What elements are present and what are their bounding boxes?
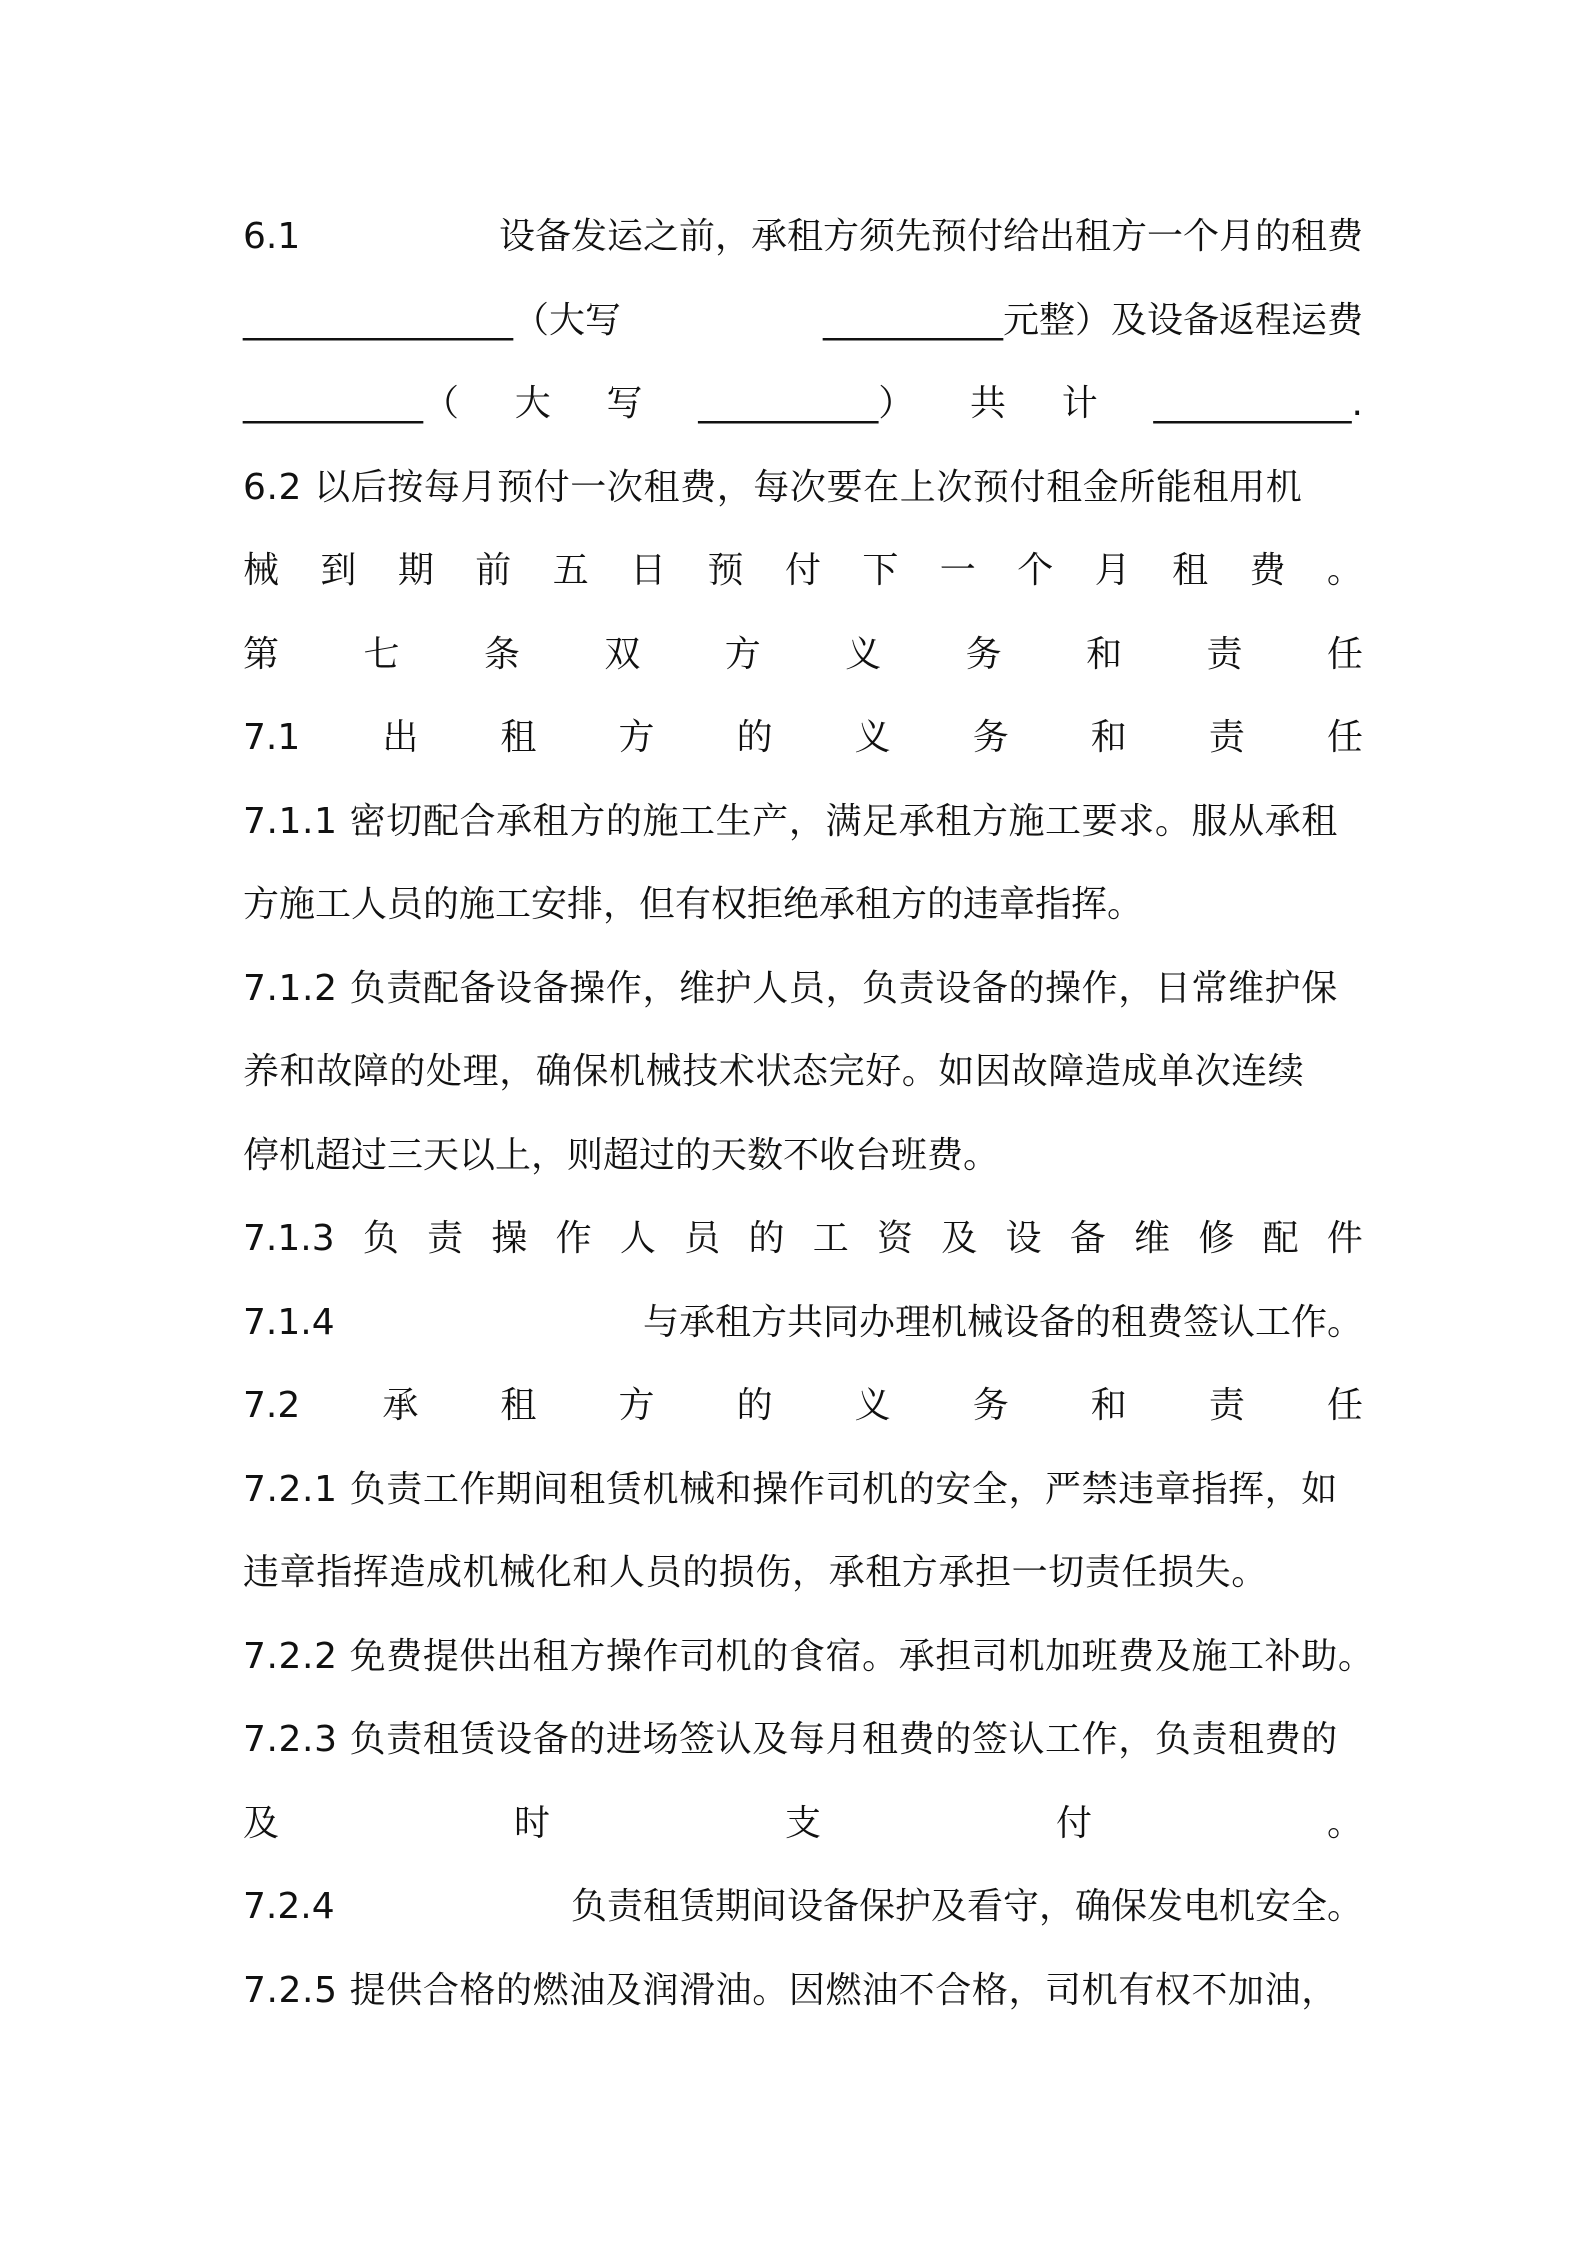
text-token: __________） (698, 383, 915, 424)
text-line (243, 613, 1363, 697)
text-token: 责 (1208, 717, 1245, 758)
text-token: 资 (876, 1218, 913, 1259)
text-line: 7.2.5 提供合格的燃油及润滑油。因燃油不合格，司机有权不加油， (243, 1969, 1338, 2011)
text-token: 任 (1326, 633, 1363, 675)
text-token: 工 (812, 1218, 849, 1259)
text-line (243, 195, 1363, 279)
text-token: 和 (1090, 717, 1127, 758)
text-token: 责 (1208, 1385, 1245, 1426)
text-token: 第 (243, 633, 280, 675)
text-token: 责 (1206, 633, 1243, 675)
text-token: 下 (862, 550, 899, 591)
text-token: 7.1.3 (243, 1218, 335, 1259)
text-token: 操 (491, 1218, 528, 1259)
text-token: 租 (500, 1385, 537, 1426)
text-token: __________元整）及设备返程运费 (822, 299, 1363, 341)
text-token: 租 (500, 717, 537, 758)
text-token: 务 (972, 1385, 1009, 1426)
text-line: 7.2.2 免费提供出租方操作司机的食宿。承担司机加班费及施工补助。 (243, 1635, 1375, 1677)
text-token: 方 (618, 717, 655, 758)
text-token: 时 (513, 1802, 550, 1844)
text-token: 与承租方共同办理机械设备的租费签认工作。 (642, 1301, 1363, 1343)
text-token: 作 (555, 1218, 592, 1259)
text-token: 七 (363, 633, 400, 675)
text-token: 月 (1094, 550, 1131, 591)
text-token: 出 (382, 717, 419, 758)
text-token: 写 (606, 383, 643, 424)
text-token: 付 (1055, 1802, 1092, 1844)
text-token: 责 (427, 1218, 464, 1259)
text-token: 义 (854, 1385, 891, 1426)
text-token: 负责租赁期间设备保护及看守，确保发电机安全。 (570, 1886, 1363, 1927)
text-token: 双 (604, 633, 641, 675)
text-token: 承 (382, 1385, 419, 1426)
text-token: 义 (854, 717, 891, 758)
text-token: 停机超过三天以上，则超过的天数不收台班费。 (243, 1134, 1000, 1176)
text-token: 务 (965, 633, 1002, 675)
text-token: 。 (1326, 1802, 1363, 1844)
text-token: _______________（大写 (243, 299, 622, 341)
text-token: 条 (483, 633, 520, 675)
text-line (243, 1281, 1363, 1365)
text-line (243, 1782, 1363, 1866)
text-line: 7.1.1 密切配合承租方的施工生产，满足承租方施工要求。服从承租 (243, 800, 1338, 842)
text-line: 违章指挥造成机械化和人员的损伤，承租方承担一切责任损失。 (243, 1552, 1268, 1593)
text-token: 期 (397, 550, 434, 591)
text-line (243, 529, 1363, 613)
text-line (243, 863, 1363, 947)
text-token: 和 (1086, 633, 1123, 675)
text-token: 的 (736, 717, 773, 758)
text-token: 。 (1326, 550, 1363, 591)
text-token: 设 (1005, 1218, 1042, 1259)
text-token: 大 (514, 383, 551, 424)
text-token: 7.2.4 (243, 1886, 335, 1927)
text-token: 务 (972, 717, 1009, 758)
text-line (243, 362, 1363, 446)
text-line: 6.2 以后按每月预付一次租费，每次要在上次预付租金所能租用机 (243, 466, 1303, 508)
text-token: 方 (724, 633, 761, 675)
text-line (243, 696, 1363, 780)
text-token: 方施工人员的施工安排，但有权拒绝承租方的违章指挥。 (243, 884, 1144, 925)
text-token: 五 (552, 550, 589, 591)
text-token: 和 (1090, 1385, 1127, 1426)
text-token: 备 (1069, 1218, 1106, 1259)
text-token: 修 (1198, 1218, 1235, 1259)
text-token: 到 (320, 550, 357, 591)
text-line: 7.2.3 负责租赁设备的进场签认及每月租费的签认工作，负责租费的 (243, 1719, 1338, 1760)
text-token: 租 (1172, 550, 1209, 591)
text-token: 计 (1061, 383, 1098, 424)
text-token: __________（ (243, 383, 460, 424)
text-line (243, 1114, 1363, 1198)
text-token: 支 (784, 1802, 821, 1844)
text-token: ___________. (1153, 383, 1363, 424)
text-token: 义 (845, 633, 882, 675)
text-token: 个 (1017, 550, 1054, 591)
text-token: 6.1 (243, 216, 301, 257)
text-token: 任 (1326, 717, 1363, 758)
text-token: 7.2 (243, 1385, 301, 1426)
text-token: 的 (736, 1385, 773, 1426)
text-token: 及 (941, 1218, 978, 1259)
text-token: 负 (362, 1218, 399, 1259)
text-token: 费 (1249, 550, 1286, 591)
text-token: 预 (707, 550, 744, 591)
text-line (243, 279, 1363, 363)
text-token: 一 (939, 550, 976, 591)
text-line: 养和故障的处理，确保机械技术状态完好。如因故障造成单次连续 (243, 1051, 1305, 1092)
text-line (243, 1197, 1363, 1281)
text-line (243, 1865, 1363, 1949)
text-token: 日 (630, 550, 667, 591)
text-token: 配 (1262, 1218, 1299, 1259)
contract-text-block (243, 195, 1375, 2032)
text-token: 及 (243, 1802, 280, 1844)
text-line: 7.2.1 负责工作期间租赁机械和操作司机的安全，严禁违章指挥，如 (243, 1468, 1338, 1510)
text-token: 前 (475, 550, 512, 591)
text-token: 的 (748, 1218, 785, 1259)
text-line: 7.1.2 负责配备设备操作，维护人员，负责设备的操作，日常维护保 (243, 967, 1338, 1009)
text-token: 人 (619, 1218, 656, 1259)
text-token: 任 (1326, 1385, 1363, 1426)
text-token: 付 (784, 550, 821, 591)
text-token: 件 (1326, 1218, 1363, 1259)
text-token: 员 (684, 1218, 721, 1259)
text-token: 维 (1134, 1218, 1171, 1259)
text-token: 设备发运之前，承租方须先预付给出租方一个月的租费 (498, 216, 1363, 257)
text-token: 共 (970, 383, 1007, 424)
text-token: 械 (243, 550, 280, 591)
text-line (243, 1364, 1363, 1448)
text-token: 7.1 (243, 717, 301, 758)
text-token: 7.1.4 (243, 1301, 335, 1343)
text-token: 方 (618, 1385, 655, 1426)
